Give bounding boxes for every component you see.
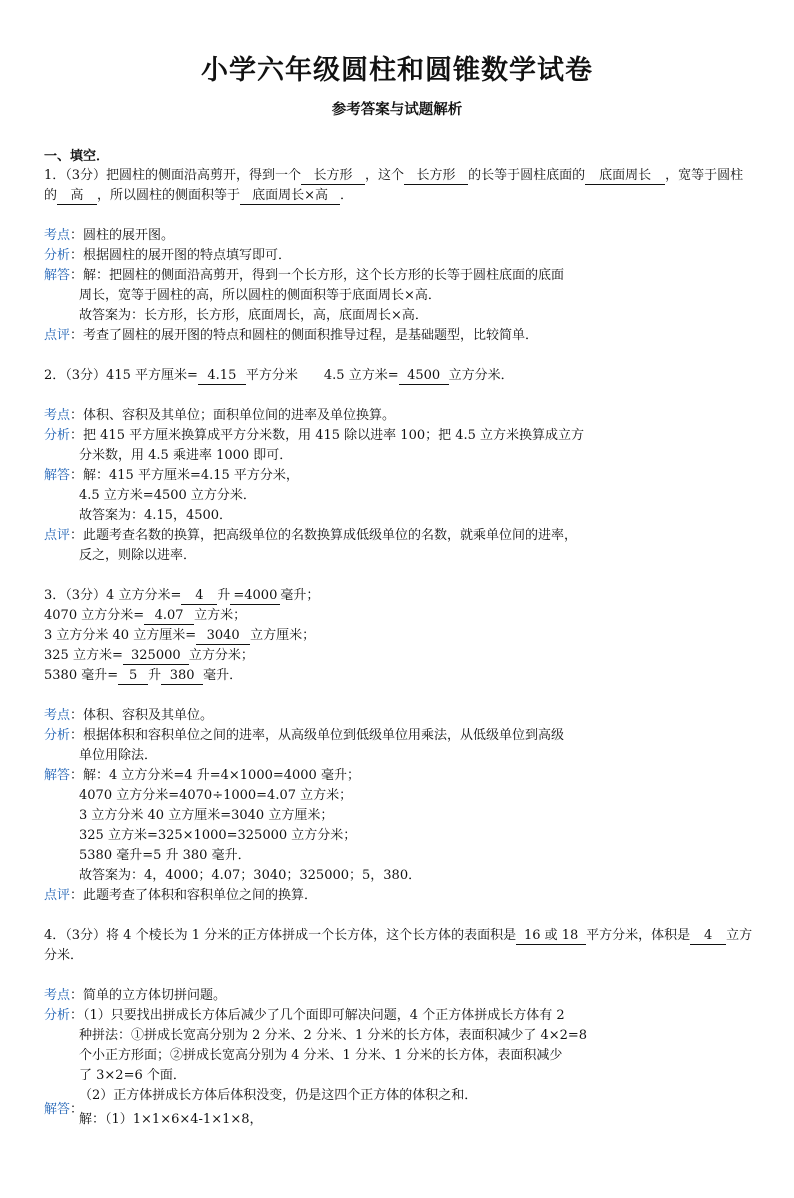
q2-fenxi-text: ：把 415 平方厘米换算成平方分米数，用 415 除以进率 100；把 4.5 立方米换算成立方 — [70, 428, 585, 443]
q4-fenxi-5: （2）正方体拼成长方体后体积没变，仍是这四个正方体的体积之和． — [79, 1088, 478, 1103]
q2-dianping — [44, 526, 577, 546]
q3-blank: 5 — [118, 668, 148, 685]
label-fenxi: 分析 — [44, 728, 71, 743]
q3-row-5 — [44, 666, 242, 686]
q3-jieda-2: 4070 立方分米=4070÷1000=4.07 立方米； — [79, 788, 353, 803]
q4-text: 平方分米，体积是 — [586, 928, 691, 943]
label-dianping: 点评 — [44, 888, 71, 903]
label-fenxi: 分析 — [44, 428, 71, 443]
section-heading: 一、填空． — [44, 149, 110, 164]
q1-line-1 — [44, 166, 743, 186]
q3-blank: 4.07 — [144, 608, 194, 625]
q3-text: 5380 毫升= — [44, 668, 119, 683]
q3-row-1 — [44, 586, 319, 606]
q3-kaodian-text: ：体积、容积及其单位。 — [70, 708, 214, 723]
q4-fenxi — [44, 1006, 565, 1026]
q1-text: 1．（3分）把圆柱的侧面沿高剪开，得到一个 — [44, 168, 302, 183]
q1-kaodian-text: ：圆柱的展开图。 — [70, 228, 175, 243]
q2-blank-2: 4500 — [399, 368, 449, 385]
q3-text: 升 — [217, 588, 231, 603]
q2-kaodian — [44, 406, 395, 426]
q1-text: ． — [340, 188, 354, 203]
q1-dianping — [44, 326, 538, 346]
q2-jieda — [44, 466, 299, 486]
label-fenxi: 分析 — [44, 248, 71, 263]
q2-text: 平方分米 — [245, 368, 298, 383]
q3-row-3 — [44, 626, 315, 646]
q1-jieda — [44, 266, 564, 286]
q3-row-4 — [44, 646, 254, 666]
q3-fenxi — [44, 726, 564, 746]
q3-jieda — [44, 766, 360, 786]
q3-text: 3．（3分）4 立方分米= — [44, 588, 182, 603]
q3-blank: =4000 — [230, 588, 280, 605]
q3-text: 325 立方米= — [44, 648, 123, 663]
q1-blank-4: 高 — [57, 188, 97, 205]
q3-jieda-5: 5380 毫升=5 升 380 毫升． — [79, 848, 251, 863]
q3-text: 3 立方分米 40 立方厘米= — [44, 628, 197, 643]
q4-fenxi-text: ：（1）只要找出拼成长方体后减少了几个面即可解决问题，4 个正方体拼成长方体有 2 — [70, 1008, 565, 1023]
q3-text: 毫升； — [280, 588, 320, 603]
q4-text: 4．（3分）将 4 个棱长为 1 分米的正方体拼成一个长方体，这个长方体的表面积是 — [44, 928, 517, 943]
q2-text: 2．（3分）415 平方厘米= — [44, 368, 198, 383]
q2-text: 4.5 立方米= — [323, 368, 399, 383]
q4-jieda-colon: ： — [70, 1102, 84, 1117]
q2-text: 立方分米． — [448, 368, 514, 383]
q3-blank: 4 — [181, 588, 217, 605]
q3-jieda-text: ：解：4 立方分米=4 升=4×1000=4000 毫升； — [70, 768, 360, 783]
label-jieda: 解答 — [44, 468, 71, 483]
label-jieda: 解答 — [44, 268, 71, 283]
q4-jieda-1: 解：（1）1×1×6×4-1×1×8， — [79, 1112, 263, 1127]
q4-kaodian — [44, 986, 226, 1006]
q4-jieda — [44, 1100, 83, 1120]
label-kaodian: 考点 — [44, 708, 71, 723]
q1-blank-3: 底面周长 — [585, 168, 665, 185]
label-kaodian: 考点 — [44, 408, 71, 423]
q1-fenxi — [44, 246, 291, 266]
q4-line-2: 分米． — [44, 948, 84, 963]
q4-fenxi-2: 种拼法：①拼成长宽高分别为 2 分米、2 分米、1 分米的长方体，表面积减少了 4×2=8 — [79, 1028, 588, 1043]
q1-blank-1: 长方形 — [301, 168, 365, 185]
q3-dianping — [44, 886, 317, 906]
page-title: 小学六年级圆柱和圆锥数学试卷 — [201, 55, 593, 86]
q3-text: 立方米； — [194, 608, 247, 623]
q1-fenxi-text: ：根据圆柱的展开图的特点填写即可． — [70, 248, 292, 263]
q3-row-2 — [44, 606, 246, 626]
q3-kaodian — [44, 706, 213, 726]
q2-dianping-2: 反之，则除以进率． — [79, 548, 197, 563]
label-jieda: 解答 — [44, 768, 71, 783]
q3-text: 毫升． — [203, 668, 243, 683]
q2-fenxi — [44, 426, 584, 446]
q3-text: 立方厘米； — [250, 628, 316, 643]
q1-text: 的 — [44, 188, 58, 203]
q2-jieda-3: 故答案为：4.15，4500． — [79, 508, 233, 523]
q4-blank-1: 16 或 18 — [516, 928, 586, 945]
label-dianping: 点评 — [44, 528, 71, 543]
q1-text: ，宽等于圆柱 — [665, 168, 744, 183]
q3-jieda-4: 325 立方米=325×1000=325000 立方分米； — [79, 828, 357, 843]
q4-blank-2: 4 — [690, 928, 726, 945]
q3-blank: 3040 — [196, 628, 250, 645]
q3-text: 立方分米； — [188, 648, 254, 663]
q2-jieda-2: 4.5 立方米=4500 立方分米． — [79, 488, 256, 503]
q2-line-1 — [44, 366, 514, 386]
label-kaodian: 考点 — [44, 988, 71, 1003]
q1-jieda-2: 周长，宽等于圆柱的高，所以圆柱的侧面积等于底面周长×高． — [79, 288, 441, 303]
page-subtitle: 参考答案与试题解析 — [331, 101, 463, 118]
q1-text: ，这个 — [365, 168, 405, 183]
q1-text: 的长等于圆柱底面的 — [468, 168, 586, 183]
q2-blank-1: 4.15 — [198, 368, 246, 385]
q1-jieda-text: ：解：把圆柱的侧面沿高剪开，得到一个长方形，这个长方形的长等于圆柱底面的底面 — [70, 268, 565, 283]
q1-dianping-text: ：考查了圆柱的展开图的特点和圆柱的侧面积推导过程，是基础题型，比较简单． — [70, 328, 539, 343]
q4-fenxi-3: 个小正方形面；②拼成长宽高分别为 4 分米、1 分米、1 分米的长方体，表面积减少 — [79, 1048, 563, 1063]
label-jieda: 解答 — [44, 1102, 71, 1117]
q3-blank: 325000 — [123, 648, 189, 665]
q1-blank-2: 长方形 — [404, 168, 468, 185]
q1-line-2 — [44, 186, 353, 206]
q2-dianping-text: ：此题考查名数的换算，把高级单位的名数换算成低级单位的名数，就乘单位间的进率， — [70, 528, 578, 543]
q3-dianping-text: ：此题考查了体积和容积单位之间的换算． — [70, 888, 318, 903]
q2-fenxi-2: 分米数，用 4.5 乘进率 1000 即可． — [79, 448, 293, 463]
q1-blank-5: 底面周长×高 — [240, 188, 340, 205]
q4-line-1 — [44, 926, 752, 946]
q2-kaodian-text: ：体积、容积及其单位；面积单位间的进率及单位换算。 — [70, 408, 396, 423]
label-dianping: 点评 — [44, 328, 71, 343]
label-kaodian: 考点 — [44, 228, 71, 243]
q3-fenxi-text: ：根据体积和容积单位之间的进率，从高级单位到低级单位用乘法，从低级单位到高级 — [70, 728, 565, 743]
q1-text: ，所以圆柱的侧面积等于 — [97, 188, 241, 203]
label-fenxi: 分析 — [44, 1008, 71, 1023]
q1-kaodian — [44, 226, 174, 246]
q3-blank: 380 — [161, 668, 203, 685]
q3-text: 升 — [148, 668, 162, 683]
q2-jieda-text: ：解：415 平方厘米=4.15 平方分米， — [70, 468, 299, 483]
q3-fenxi-2: 单位用除法． — [79, 748, 158, 763]
q3-jieda-6: 故答案为：4，4000；4.07；3040；325000；5，380． — [79, 868, 422, 883]
q4-text: 立方 — [726, 928, 753, 943]
q4-kaodian-text: ：简单的立方体切拼问题。 — [70, 988, 227, 1003]
q3-text: 4070 立方分米= — [44, 608, 145, 623]
q4-fenxi-4: 了 3×2=6 个面． — [79, 1068, 186, 1083]
q3-jieda-3: 3 立方分米 40 立方厘米=3040 立方厘米； — [79, 808, 334, 823]
q1-jieda-3: 故答案为：长方形，长方形，底面周长，高，底面周长×高． — [79, 308, 428, 323]
